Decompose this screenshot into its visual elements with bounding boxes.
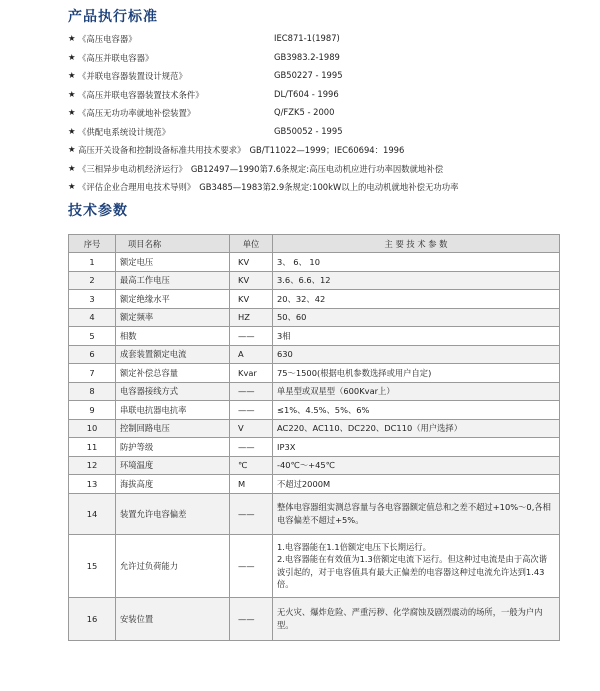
table-row <box>69 308 560 327</box>
row-number: 14 <box>69 493 116 534</box>
item-name: 额定补偿总容量 <box>116 364 230 383</box>
standard-item <box>68 123 588 142</box>
standard-code: GB/T11022—1999；IEC60694：1996 <box>249 145 405 155</box>
item-unit: —— <box>230 382 273 401</box>
item-name: 环境温度 <box>116 456 230 475</box>
standard-name: 高压开关设备和控制设备标准共用技术要求》 GB/T11022—1999；IEC60694：1996 <box>78 145 405 155</box>
standard-item <box>68 30 588 49</box>
table-row <box>69 419 560 438</box>
item-value: 整体电容器组实测总容量与各电容器额定值总和之差不超过+10%～0,各相电容偏差不超过+5%。 <box>273 493 560 534</box>
table-row <box>69 493 560 534</box>
standard-name: 《高压并联电容器装置技术条件》 <box>78 89 204 100</box>
item-unit: —— <box>230 493 273 534</box>
standard-item <box>68 160 588 179</box>
item-name: 电容器接线方式 <box>116 382 230 401</box>
item-unit: —— <box>230 597 273 640</box>
standard-name: 《供配电系统设计规范》 <box>78 126 171 137</box>
row-number: 15 <box>69 534 116 597</box>
standards-title: 产品执行标准 <box>68 9 158 25</box>
table-row <box>69 327 560 346</box>
item-name: 海拔高度 <box>116 475 230 494</box>
params-table <box>68 234 560 641</box>
item-unit: —— <box>230 534 273 597</box>
item-value: 单星型或双星型（600Kvar上） <box>273 382 560 401</box>
item-name: 允许过负荷能力 <box>116 534 230 597</box>
standard-item <box>68 86 588 105</box>
row-number: 3 <box>69 290 116 309</box>
star-icon: ★ <box>68 51 76 62</box>
item-unit: HZ <box>230 308 273 327</box>
row-number: 10 <box>69 419 116 438</box>
item-name: 装置允许电容偏差 <box>116 493 230 534</box>
col-header-no: 序号 <box>69 235 116 253</box>
row-number: 1 <box>69 253 116 272</box>
item-unit: —— <box>230 327 273 346</box>
item-unit: A <box>230 345 273 364</box>
item-value: 75～1500(根据电机参数选择或用户自定) <box>273 364 560 383</box>
standard-name: 《高压电容器》 <box>78 34 137 44</box>
item-value: AC220、AC110、DC220、DC110（用户选择） <box>273 419 560 438</box>
item-name: 串联电抗器电抗率 <box>116 401 230 420</box>
star-icon: ★ <box>68 33 76 43</box>
item-unit: KV <box>230 271 273 290</box>
standard-item <box>68 67 588 86</box>
item-unit: KV <box>230 253 273 272</box>
item-unit: V <box>230 419 273 438</box>
row-number: 8 <box>69 382 116 401</box>
item-unit: Kvar <box>230 364 273 383</box>
table-row <box>69 290 560 309</box>
table-row <box>69 382 560 401</box>
item-name: 额定频率 <box>116 308 230 327</box>
standard-code: Q/FZK5 - 2000 <box>274 107 335 117</box>
item-unit: ℃ <box>230 456 273 475</box>
item-value: 3相 <box>273 327 560 346</box>
star-icon: ★ <box>68 144 76 154</box>
item-name: 安装位置 <box>116 597 230 640</box>
table-row <box>69 456 560 475</box>
item-value: 630 <box>273 345 560 364</box>
standard-item <box>68 141 588 160</box>
row-number: 11 <box>69 438 116 457</box>
item-value: 3.6、6.6、12 <box>273 271 560 290</box>
item-name: 最高工作电压 <box>116 271 230 290</box>
item-value: -40℃～+45℃ <box>273 456 560 475</box>
standard-code: GB3485—1983第2.9条规定:100kW以上的电动机就地补偿无功功率 <box>199 182 459 192</box>
params-title: 技术参数 <box>68 203 128 219</box>
item-value: 20、32、42 <box>273 290 560 309</box>
item-unit: —— <box>230 438 273 457</box>
table-row <box>69 401 560 420</box>
item-value: 无火灾、爆炸危险、严重污秽、化学腐蚀及剧烈震动的场所，一般为户内型。 <box>273 597 560 640</box>
standard-name: 《并联电容器装置设计规范》 <box>78 71 187 81</box>
standard-name: 《三相异步电动机经济运行》 GB12497—1990第7.6条规定:高压电动机应进行功率因数就地补偿 <box>78 163 444 174</box>
table-row <box>69 253 560 272</box>
row-number: 9 <box>69 401 116 420</box>
standard-name: 《评估企业合理用电技术导则》 GB3485—1983第2.9条规定:100kW以上的电动机就地补偿无功功率 <box>78 182 459 192</box>
row-number: 7 <box>69 364 116 383</box>
standards-list <box>68 30 588 197</box>
row-number: 6 <box>69 345 116 364</box>
table-row <box>69 597 560 640</box>
star-icon: ★ <box>68 125 76 136</box>
table-row <box>69 345 560 364</box>
row-number: 16 <box>69 597 116 640</box>
standard-item <box>68 49 588 68</box>
item-unit: KV <box>230 290 273 309</box>
item-name: 防护等级 <box>116 438 230 457</box>
standard-code: IEC871-1(1987) <box>274 33 340 43</box>
item-name: 相数 <box>116 327 230 346</box>
item-name: 额定绝缘水平 <box>116 290 230 309</box>
item-name: 成套装置额定电流 <box>116 345 230 364</box>
table-row <box>69 438 560 457</box>
item-value: 1.电容器能在1.1倍额定电压下长期运行。 2.电容器能在有效值为1.3倍额定电流下运行。但这种过电流是由于高次谐波引起的，对于电容值具有最大正偏差的电容器这种过电流允许达到1.43倍。 <box>273 534 560 597</box>
star-icon: ★ <box>68 181 76 191</box>
star-icon: ★ <box>68 70 76 80</box>
standard-code: GB50227 - 1995 <box>274 70 343 80</box>
standard-code: DL/T604 - 1996 <box>274 88 339 99</box>
table-row <box>69 475 560 494</box>
standard-code: GB3983.2-1989 <box>274 51 340 62</box>
row-number: 5 <box>69 327 116 346</box>
item-name: 额定电压 <box>116 253 230 272</box>
standard-name: 《高压无功功率就地补偿装置》 <box>78 108 196 118</box>
row-number: 12 <box>69 456 116 475</box>
row-number: 4 <box>69 308 116 327</box>
item-value: 50、60 <box>273 308 560 327</box>
standard-name: 《高压并联电容器》 <box>78 52 154 63</box>
table-row <box>69 534 560 597</box>
item-value: IP3X <box>273 438 560 457</box>
item-name: 控制回路电压 <box>116 419 230 438</box>
star-icon: ★ <box>68 107 76 117</box>
star-icon: ★ <box>68 88 76 99</box>
star-icon: ★ <box>68 162 76 173</box>
row-number: 2 <box>69 271 116 290</box>
row-number: 13 <box>69 475 116 494</box>
col-header-value: 主 要 技 术 参 数 <box>273 235 560 253</box>
item-value: ≤1%、4.5%、5%、6% <box>273 401 560 420</box>
item-unit: —— <box>230 401 273 420</box>
standard-code: GB12497—1990第7.6条规定:高压电动机应进行功率因数就地补偿 <box>190 163 444 174</box>
standard-item <box>68 104 588 123</box>
table-row <box>69 271 560 290</box>
table-header-row <box>69 235 560 253</box>
col-header-name: 项目名称 <box>116 235 230 253</box>
standard-item <box>68 178 588 197</box>
standard-code: GB50052 - 1995 <box>274 125 343 136</box>
item-value: 不超过2000M <box>273 475 560 494</box>
item-value: 3、 6、 10 <box>273 253 560 272</box>
col-header-unit: 单位 <box>230 235 273 253</box>
item-unit: M <box>230 475 273 494</box>
table-row <box>69 364 560 383</box>
